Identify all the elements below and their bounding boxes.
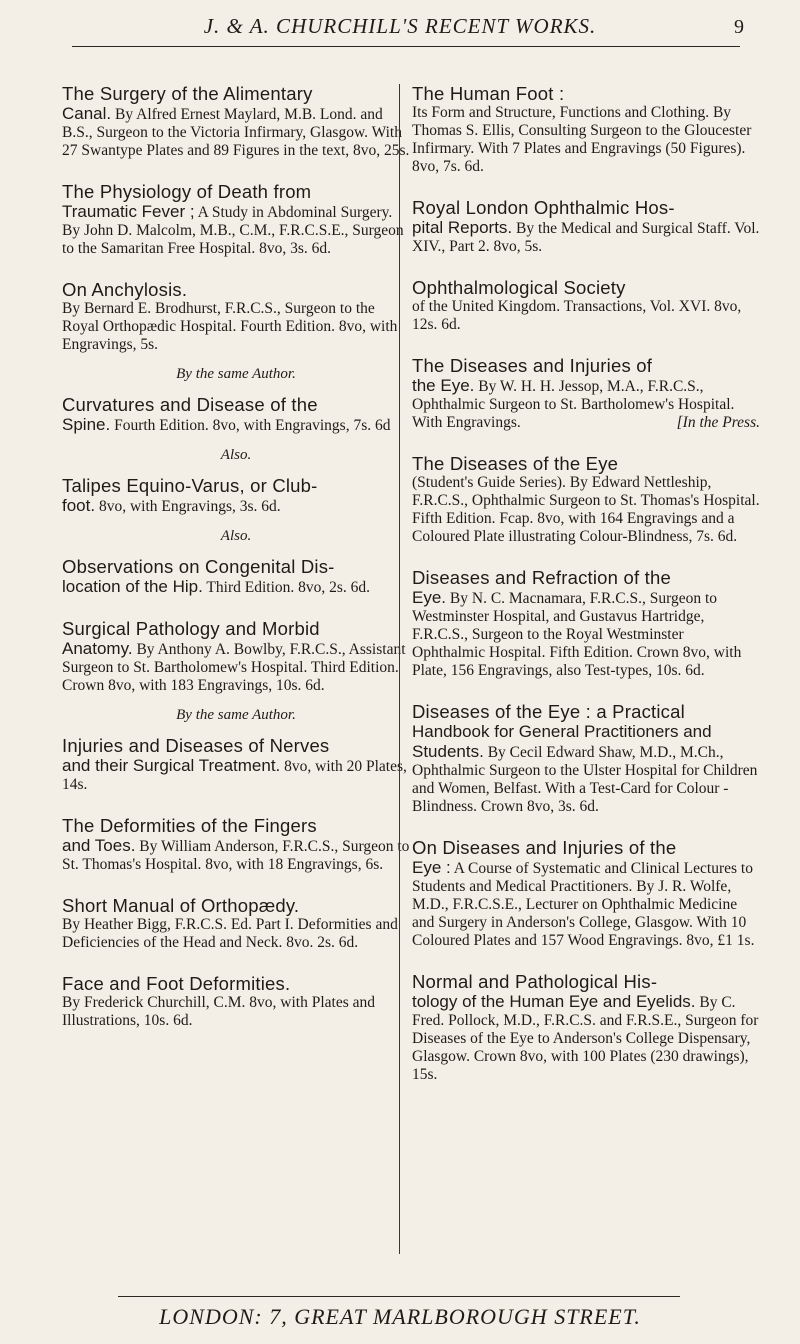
book-title: The Surgery of the Alimentary xyxy=(62,83,313,104)
book-title-continued: pital Reports. xyxy=(412,218,513,237)
book-details: (Student's Guide Series). By Edward Nettleship, F.R.C.S., Ophthalmic Surgeon to St. Thomas's Hospital. Fifth Edition. Fcap. 8vo, with 164 Engravings and a Coloured Plate illustrating Colour-Blindness, 7s. 6d. xyxy=(412,474,760,545)
book-details: By C. Fred. Pollock, M.D., F.R.C.S. and F.R.S.E., Surgeon for Diseases of the Eye to Anderson's College Dispensary, Glasgow. Crown 8vo, with 100 Plates (230 drawings), 15s. xyxy=(412,994,759,1083)
book-description xyxy=(62,202,410,258)
book-entry xyxy=(412,838,760,950)
book-title: Short Manual of Orthopædy. xyxy=(62,895,300,916)
book-title: Normal and Pathological His- xyxy=(412,971,658,992)
book-entry xyxy=(62,476,410,516)
book-entry xyxy=(62,896,410,952)
header-rule xyxy=(72,46,740,47)
author-note: Also. xyxy=(220,447,252,463)
book-title: The Diseases and Injuries of xyxy=(412,355,653,376)
book-entry xyxy=(412,198,760,256)
book-title-continued: Eye : xyxy=(412,858,451,877)
book-description xyxy=(412,376,760,432)
book-entry xyxy=(62,736,410,794)
book-details: 8vo, with 20 Plates, 14s. xyxy=(62,758,407,793)
book-entry xyxy=(62,619,410,695)
book-title-continued: Canal. xyxy=(62,104,112,123)
book-entry xyxy=(62,557,410,597)
book-details: Fourth Edition. 8vo, with Engravings, 7s. 6d xyxy=(114,417,391,434)
book-details: By William Anderson, F.R.C.S., Surgeon to St. Thomas's Hospital. 8vo, with 18 Engravings, 6s. xyxy=(62,838,410,873)
book-title: Diseases and Refraction of the xyxy=(412,567,671,588)
book-description xyxy=(62,756,410,794)
footer-rule xyxy=(118,1296,680,1297)
book-title: Talipes Equino-Varus, or Club- xyxy=(62,475,318,496)
book-details: By W. H. H. Jessop, M.A., F.R.C.S., Ophthalmic Surgeon to St. Bartholomew's Hospital. With Engravings. xyxy=(412,378,735,431)
book-details: A Study in Abdominal Surgery. By John D. Malcolm, M.B., C.M., F.R.C.S.E., Surgeon to the Samaritan Free Hospital. 8vo, 3s. 6d. xyxy=(62,204,404,257)
book-entry xyxy=(412,568,760,680)
book-title-continued: Traumatic Fever ; xyxy=(62,202,195,221)
page-number: 9 xyxy=(734,16,744,38)
book-title-continued: Spine. xyxy=(62,415,111,434)
book-entry xyxy=(62,182,410,258)
book-title: Observations on Congenital Dis- xyxy=(62,556,335,577)
book-title-continued: and their Surgical Treatment. xyxy=(62,756,281,775)
column-divider xyxy=(399,84,400,1254)
book-title: Surgical Pathology and Morbid xyxy=(62,618,320,639)
book-entry xyxy=(62,395,410,435)
book-details: A Course of Systematic and Clinical Lectures to Students and Medical Practitioners. By J. R. Wolfe, M.D., F.R.C.S.E., Lecturer on Ophthalmic Medicine and Surgery in Anderson's College, Glasgow. With 10 Coloured Plates and 157 Wood Engravings. 8vo, £1 1s. xyxy=(412,860,755,949)
book-title: The Human Foot : xyxy=(412,83,565,104)
book-description xyxy=(412,992,760,1084)
book-description xyxy=(62,577,410,597)
author-note: Also. xyxy=(220,528,252,544)
book-entry xyxy=(62,280,410,354)
book-title-continued: and Toes. xyxy=(62,836,136,855)
book-description xyxy=(62,639,410,695)
book-entry xyxy=(62,974,410,1030)
book-title: The Diseases of the Eye xyxy=(412,453,619,474)
book-entry xyxy=(412,454,760,546)
book-title-continued: location of the Hip. xyxy=(62,577,203,596)
book-entry xyxy=(412,278,760,334)
book-details: By Frederick Churchill, C.M. 8vo, with Plates and Illustrations, 10s. 6d. xyxy=(62,994,375,1029)
book-description xyxy=(62,836,410,874)
book-title: Injuries and Diseases of Nerves xyxy=(62,735,330,756)
book-entry xyxy=(62,816,410,874)
book-title-continued: Eye. xyxy=(412,588,447,607)
running-title: J. & A. CHURCHILL'S RECENT WORKS. xyxy=(203,14,597,38)
book-details: By N. C. Macnamara, F.R.C.S., Surgeon to Westminster Hospital, and Gustavus Hartridge, F.R.C.S., Surgeon to the Royal Westminster Ophthalmic Hospital. Fifth Edition. Crown 8vo, with Plate, 156 Engravings, also Test-types, 10s. 6d. xyxy=(412,590,742,679)
publisher-address: LONDON: 7, GREAT MARLBOROUGH STREET. xyxy=(159,1304,641,1329)
left-column xyxy=(62,84,410,1052)
book-description xyxy=(62,415,410,435)
right-column xyxy=(412,84,760,1106)
book-description xyxy=(62,104,410,160)
book-details: Its Form and Structure, Functions and Clothing. By Thomas S. Ellis, Consulting Surgeon to the Gloucester Infirmary. With 7 Plates and Engravings (50 Figures). 8vo, 7s. 6d. xyxy=(412,104,752,175)
book-details: By Bernard E. Brodhurst, F.R.C.S., Surgeon to the Royal Orthopædic Hospital. Fourth Edition. 8vo, with Engravings, 5s. xyxy=(62,300,398,353)
book-description xyxy=(412,858,760,950)
book-title: The Physiology of Death from xyxy=(62,181,312,202)
book-title: On Anchylosis. xyxy=(62,279,188,300)
book-entry xyxy=(412,84,760,176)
book-description xyxy=(412,722,760,816)
press-note: [In the Press. xyxy=(676,414,760,431)
book-title: On Diseases and Injuries of the xyxy=(412,837,677,858)
book-description xyxy=(62,496,410,516)
author-note: By the same Author. xyxy=(176,707,296,723)
book-details: By Anthony A. Bowlby, F.R.C.S., Assistant Surgeon to St. Bartholomew's Hospital. Third Edition. Crown 8vo, with 183 Engravings, 10s. 6d. xyxy=(62,641,406,694)
book-details: of the United Kingdom. Transactions, Vol. XVI. 8vo, 12s. 6d. xyxy=(412,298,742,333)
book-title-continued: Anatomy. xyxy=(62,639,133,658)
book-entry xyxy=(412,972,760,1084)
book-details: By Cecil Edward Shaw, M.D., M.Ch., Ophthalmic Surgeon to the Ulster Hospital for Children and Women, Belfast. With a Test-Card for Colour - Blindness. Crown 8vo, 3s. 6d. xyxy=(412,744,758,815)
page-footer xyxy=(60,1296,740,1332)
book-details: By the Medical and Surgical Staff. Vol. XIV., Part 2. 8vo, 5s. xyxy=(412,220,760,255)
book-details: 8vo, with Engravings, 3s. 6d. xyxy=(98,498,281,515)
page-header xyxy=(60,12,744,52)
book-details: By Alfred Ernest Maylard, M.B. Lond. and B.S., Surgeon to the Victoria Infirmary, Glasgow. With 27 Swantype Plates and 89 Figures in the text, 8vo, 25s. xyxy=(62,106,410,159)
author-note: By the same Author. xyxy=(176,366,296,382)
book-title-continued: tology of the Human Eye and Eyelids. xyxy=(412,992,696,1011)
book-description xyxy=(412,218,760,256)
book-title: Face and Foot Deformities. xyxy=(62,973,291,994)
book-details: By Heather Bigg, F.R.C.S. Ed. Part I. Deformities and Deficiencies of the Head and Neck. 8vo. 2s. 6d. xyxy=(62,916,398,951)
book-title-continued: Handbook for General Practitioners and Students. xyxy=(412,722,712,761)
book-title: Diseases of the Eye : a Practical xyxy=(412,701,685,722)
book-entry xyxy=(412,702,760,816)
book-title: The Deformities of the Fingers xyxy=(62,815,317,836)
book-description xyxy=(412,588,760,680)
book-details: Third Edition. 8vo, 2s. 6d. xyxy=(206,579,371,596)
book-title: Ophthalmological Society xyxy=(412,277,626,298)
book-title-continued: the Eye. xyxy=(412,376,475,395)
book-title: Curvatures and Disease of the xyxy=(62,394,318,415)
book-entry xyxy=(412,356,760,432)
book-entry xyxy=(62,84,410,160)
book-title-continued: foot. xyxy=(62,496,96,515)
book-title: Royal London Ophthalmic Hos- xyxy=(412,197,675,218)
